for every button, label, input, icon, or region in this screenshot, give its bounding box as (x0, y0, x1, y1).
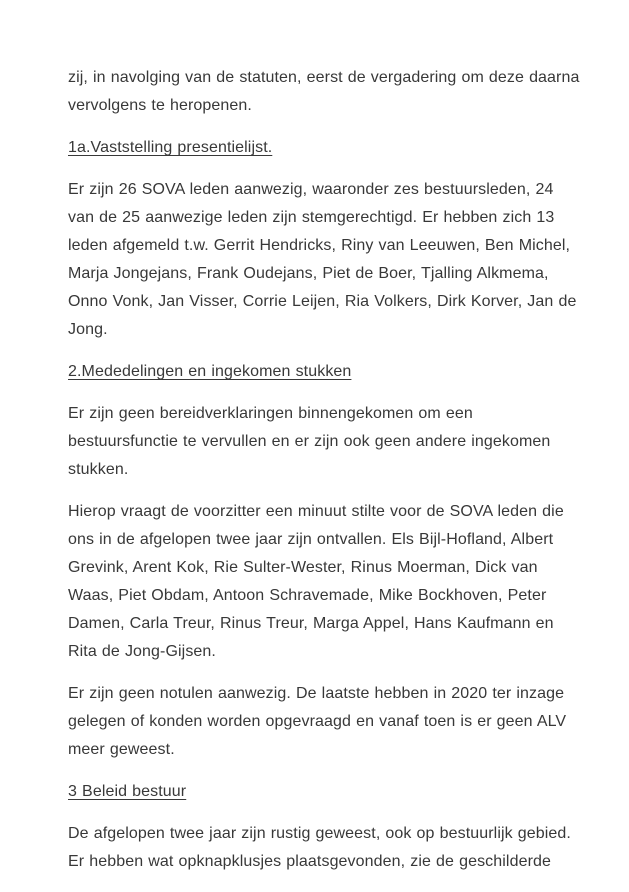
section-heading-3-beleid-bestuur: 3 Beleid bestuur (68, 783, 187, 800)
paragraph-bereidverklaringen: Er zijn geen bereidverklaringen binnengekomen om een bestuursfunctie te vervullen en er zijn ook geen andere ingekomen stukken. (68, 405, 551, 478)
section-heading-1a-presentielijst: 1a.Vaststelling presentielijst. (68, 139, 273, 156)
section-heading-2-mededelingen: 2.Mededelingen en ingekomen stukken (68, 363, 352, 380)
paragraph-notulen: Er zijn geen notulen aanwezig. De laatste hebben in 2020 ter inzage gelegen of konden worden opgevraagd en vanaf toen is er geen ALV meer geweest. (68, 685, 567, 758)
paragraph-beleid-bestuur: De afgelopen twee jaar zijn rustig geweest, ook op bestuurlijk gebied. Er hebben wat opknapklusjes plaatsgevonden, zie de geschilderde (68, 825, 571, 870)
paragraph-minuut-stilte: Hierop vraagt de voorzitter een minuut stilte voor de SOVA leden die ons in de afgelopen twee jaar zijn ontvallen. Els Bijl-Hofland, Albert Grevink, Arent Kok, Rie Sulter-Wester, Rinus Moerman, Dick van Waas, Piet Obdam, Antoon Schravemade, Mike Bockhoven, Peter Damen, Carla Treur, Rinus Treur, Marga Appel, Hans Kaufmann en Rita de Jong-Gijsen. (68, 503, 564, 660)
paragraph-intro: zij, in navolging van de statuten, eerst de vergadering om deze daarna vervolgens te heropenen. (68, 69, 580, 114)
paragraph-presentielijst: Er zijn 26 SOVA leden aanwezig, waaronder zes bestuursleden, 24 van de 25 aanwezige leden zijn stemgerechtigd. Er hebben zich 13 leden afgemeld t.w. Gerrit Hendricks, Riny van Leeuwen, Ben Michel, Marja Jongejans, Frank Oudejans, Piet de Boer, Tjalling Alkmema, Onno Vonk, Jan Visser, Corrie Leijen, Ria Volkers, Dirk Korver, Jan de Jong. (68, 181, 577, 338)
